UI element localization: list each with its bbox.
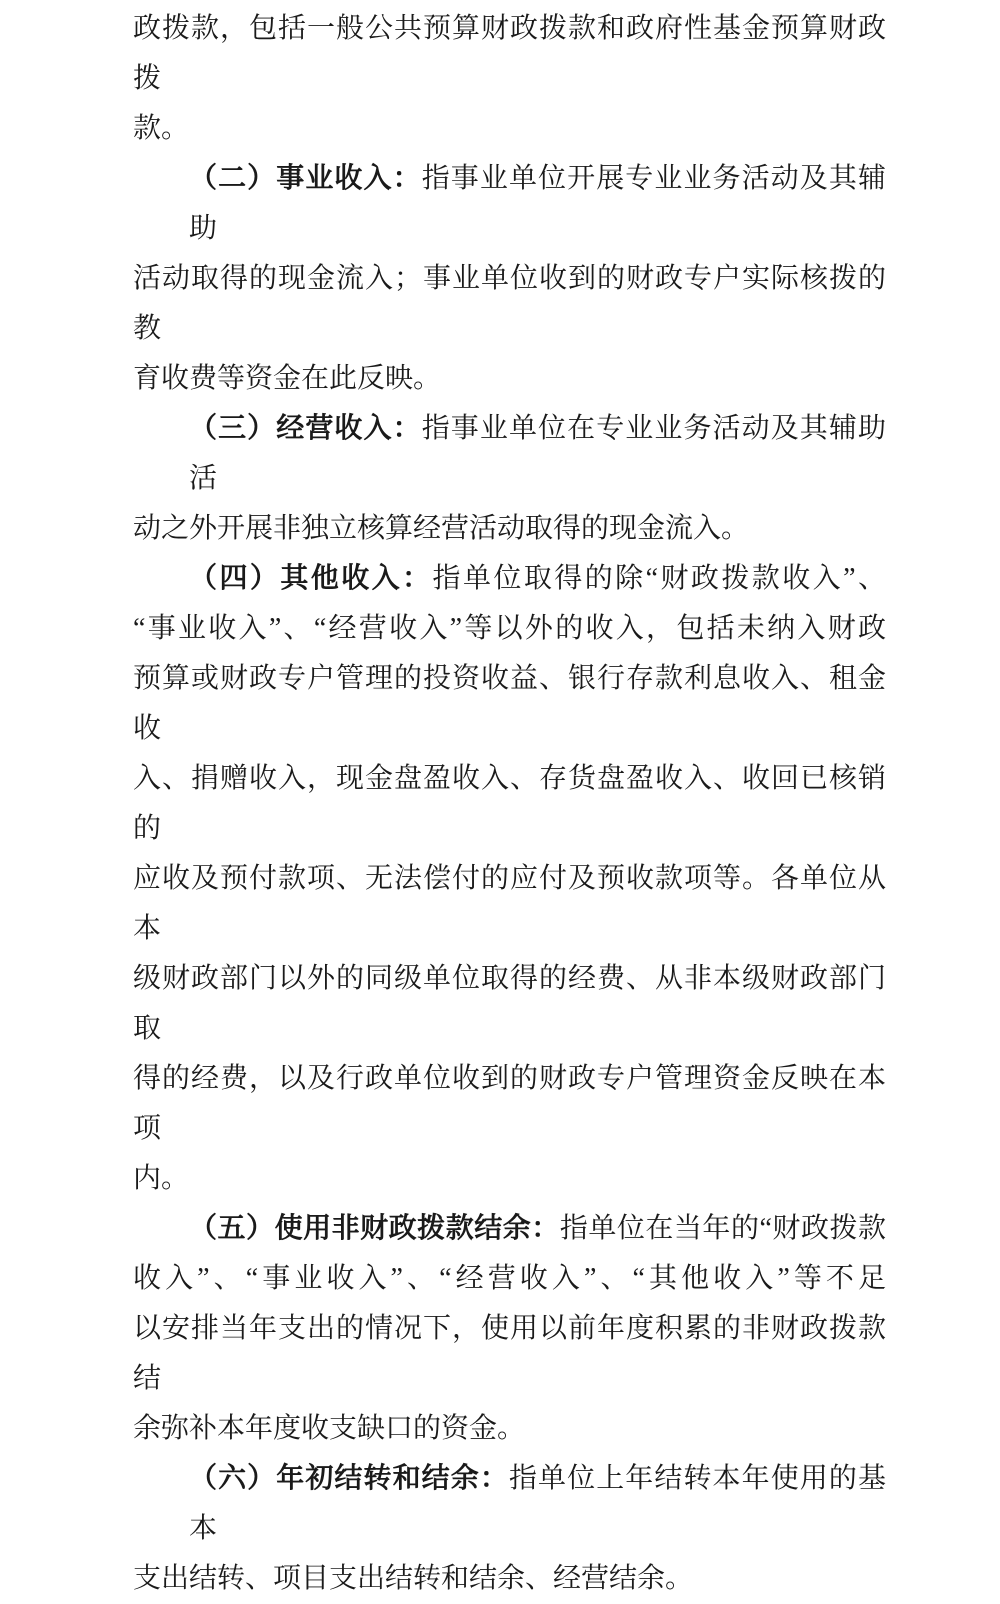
text-line — [133, 1554, 886, 1604]
clause-text: 以安排当年支出的情况下，使用以前年度积累的非财政拨款结 — [133, 1313, 886, 1394]
clause-text: 活动取得的现金流入；事业单位收到的财政专户实际核拨的教 — [133, 263, 886, 344]
text-line — [133, 754, 886, 854]
document-body — [133, 4, 886, 1604]
text-line — [133, 404, 886, 504]
text-line — [133, 1304, 886, 1404]
clause-text: 指事业单位在专业业务活动及其辅助活 — [189, 413, 886, 494]
text-line — [133, 604, 886, 654]
paragraph — [133, 554, 886, 1204]
clause-heading: （三）经营收入： — [189, 413, 422, 444]
paragraph — [133, 1204, 886, 1454]
paragraph — [133, 4, 886, 154]
paragraph — [133, 404, 886, 554]
clause-text: 育收费等资金在此反映。 — [133, 363, 442, 394]
clause-text: 支出结转、项目支出结转和结余、经营结余。 — [133, 1563, 694, 1594]
clause-text: 级财政部门以外的同级单位取得的经费、从非本级财政部门取 — [133, 963, 886, 1044]
text-line — [133, 1204, 886, 1254]
paragraph — [133, 154, 886, 404]
clause-text: 指单位取得的除“财政拨款收入”、 — [432, 563, 886, 594]
text-line — [133, 1454, 886, 1554]
clause-heading: （四）其他收入： — [189, 563, 433, 594]
clause-heading: （二）事业收入： — [189, 163, 422, 194]
text-line — [133, 654, 886, 754]
clause-text: 应收及预付款项、无法偿付的应付及预收款项等。各单位从本 — [133, 863, 886, 944]
clause-text: 余弥补本年度收支缺口的资金。 — [133, 1413, 526, 1444]
clause-text: 指事业单位开展专业业务活动及其辅助 — [189, 163, 886, 244]
clause-text: 内。 — [133, 1163, 190, 1194]
paragraph — [133, 1454, 886, 1604]
text-line — [133, 104, 886, 154]
clause-text: 得的经费，以及行政单位收到的财政专户管理资金反映在本项 — [133, 1063, 886, 1144]
clause-text: 收入”、“事业收入”、“经营收入”、“其他收入”等不足 — [133, 1263, 886, 1294]
text-line — [133, 154, 886, 254]
clause-text: 款。 — [133, 113, 190, 144]
text-line — [133, 854, 886, 954]
text-line — [133, 1404, 886, 1454]
clause-heading: （五）使用非财政拨款结余： — [189, 1213, 560, 1244]
clause-text: 指单位上年结转本年使用的基本 — [189, 1463, 886, 1544]
clause-text: 入、捐赠收入，现金盘盈收入、存货盘盈收入、收回已核销的 — [133, 763, 886, 844]
text-line — [133, 1154, 886, 1204]
text-line — [133, 354, 886, 404]
clause-heading: （六）年初结转和结余： — [189, 1463, 509, 1494]
text-line — [133, 954, 886, 1054]
text-line — [133, 554, 886, 604]
text-line — [133, 504, 886, 554]
text-line — [133, 254, 886, 354]
clause-text: “事业收入”、“经营收入”等以外的收入，包括未纳入财政 — [133, 613, 886, 644]
text-line — [133, 1054, 886, 1154]
text-line — [133, 1254, 886, 1304]
clause-text: 预算或财政专户管理的投资收益、银行存款利息收入、租金收 — [133, 663, 886, 744]
text-line — [133, 4, 886, 104]
clause-text: 动之外开展非独立核算经营活动取得的现金流入。 — [133, 513, 750, 544]
clause-text: 政拨款，包括一般公共预算财政拨款和政府性基金预算财政拨 — [133, 13, 886, 94]
clause-text: 指单位在当年的“财政拨款 — [559, 1213, 886, 1244]
